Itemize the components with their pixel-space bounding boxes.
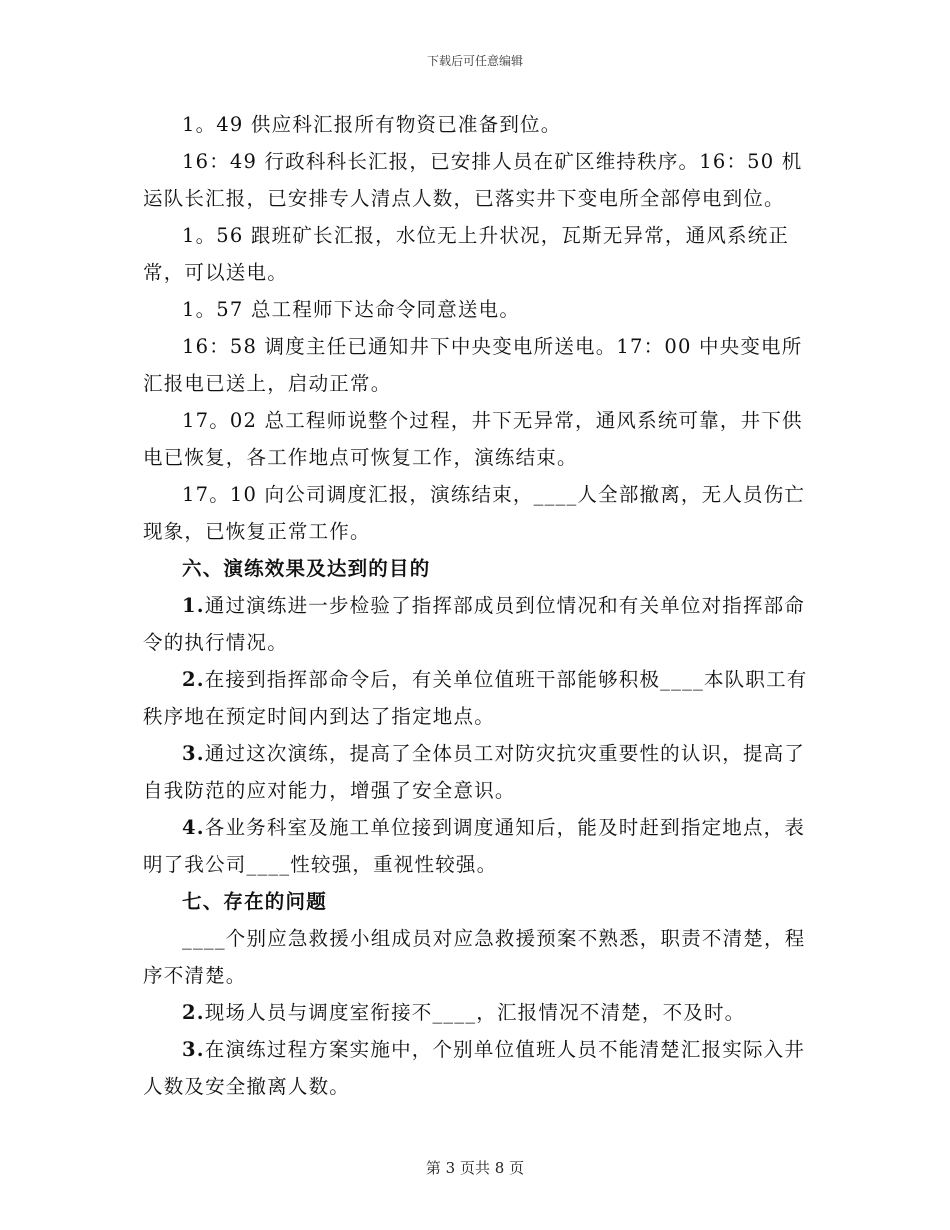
item-text: 现场人员与调度室衔接不____，汇报情况不清楚，不及时。 <box>204 1001 746 1024</box>
section-heading <box>143 550 813 587</box>
paragraph-text: 1。57 总工程师下达命令同意送电。 <box>182 298 521 321</box>
numbered-item <box>143 735 813 809</box>
section-heading <box>143 883 813 920</box>
item-number: 3. <box>182 1038 205 1061</box>
paragraph <box>143 143 813 217</box>
item-text: 通过演练进一步检验了指挥部成员到位情况和有关单位对指挥部命令的执行情况。 <box>143 594 806 654</box>
numbered-item <box>143 661 813 735</box>
item-text: 各业务科室及施工单位接到调度通知后，能及时赶到指定地点，表明了我公司____性较强，重视性较强。 <box>143 816 806 876</box>
paragraph <box>143 106 813 143</box>
paragraph-text: 16：58 调度主任已通知井下中央变电所送电。17：00 中央变电所汇报电已送上，启动正常。 <box>143 335 803 395</box>
paragraph <box>143 476 813 550</box>
item-number: 2. <box>182 1001 205 1024</box>
page-footer: 第 3 页共 8 页 <box>425 1159 525 1177</box>
item-text: 在接到指挥部命令后，有关单位值班干部能够积极____本队职工有秩序地在预定时间内到达了指定地点。 <box>143 668 808 728</box>
item-number: 3. <box>182 742 205 765</box>
item-number: 1. <box>182 594 205 617</box>
paragraph <box>143 217 813 291</box>
paragraph <box>143 920 813 994</box>
paragraph-text: 1。56 跟班矿长汇报，水位无上升状况，瓦斯无异常，通风系统正常，可以送电。 <box>143 224 790 284</box>
item-number: 4. <box>182 816 205 839</box>
paragraph <box>143 328 813 402</box>
document-body <box>143 106 813 1105</box>
page-header: 下载后可任意编辑 <box>426 54 523 68</box>
numbered-item <box>143 587 813 661</box>
paragraph-text: ____个别应急救援小组成员对应急救援预案不熟悉，职责不清楚，程序不清楚。 <box>143 927 806 987</box>
heading-text: 七、存在的问题 <box>182 890 327 913</box>
paragraph-text: 17。10 向公司调度汇报，演练结束，____人全部撤离，无人员伤亡现象，已恢复正常工作。 <box>143 483 806 543</box>
item-number: 2. <box>182 668 205 691</box>
paragraph-text: 1。49 供应科汇报所有物资已准备到位。 <box>182 113 562 136</box>
numbered-item <box>143 809 813 883</box>
numbered-item <box>143 994 813 1031</box>
item-text: 在演练过程方案实施中，个别单位值班人员不能清楚汇报实际入井人数及安全撤离人数。 <box>143 1038 806 1098</box>
numbered-item <box>143 1031 813 1105</box>
paragraph <box>143 402 813 476</box>
paragraph-text: 17。02 总工程师说整个过程，井下无异常，通风系统可靠，井下供电已恢复，各工作地点可恢复工作，演练结束。 <box>143 409 803 469</box>
heading-text: 六、演练效果及达到的目的 <box>182 557 431 580</box>
paragraph-text: 16：49 行政科科长汇报，已安排人员在矿区维持秩序。16：50 机运队长汇报，已安排专人清点人数，已落实井下变电所全部停电到位。 <box>143 150 803 210</box>
item-text: 通过这次演练，提高了全体员工对防灾抗灾重要性的认识，提高了自我防范的应对能力，增强了安全意识。 <box>143 742 806 802</box>
paragraph <box>143 291 813 328</box>
